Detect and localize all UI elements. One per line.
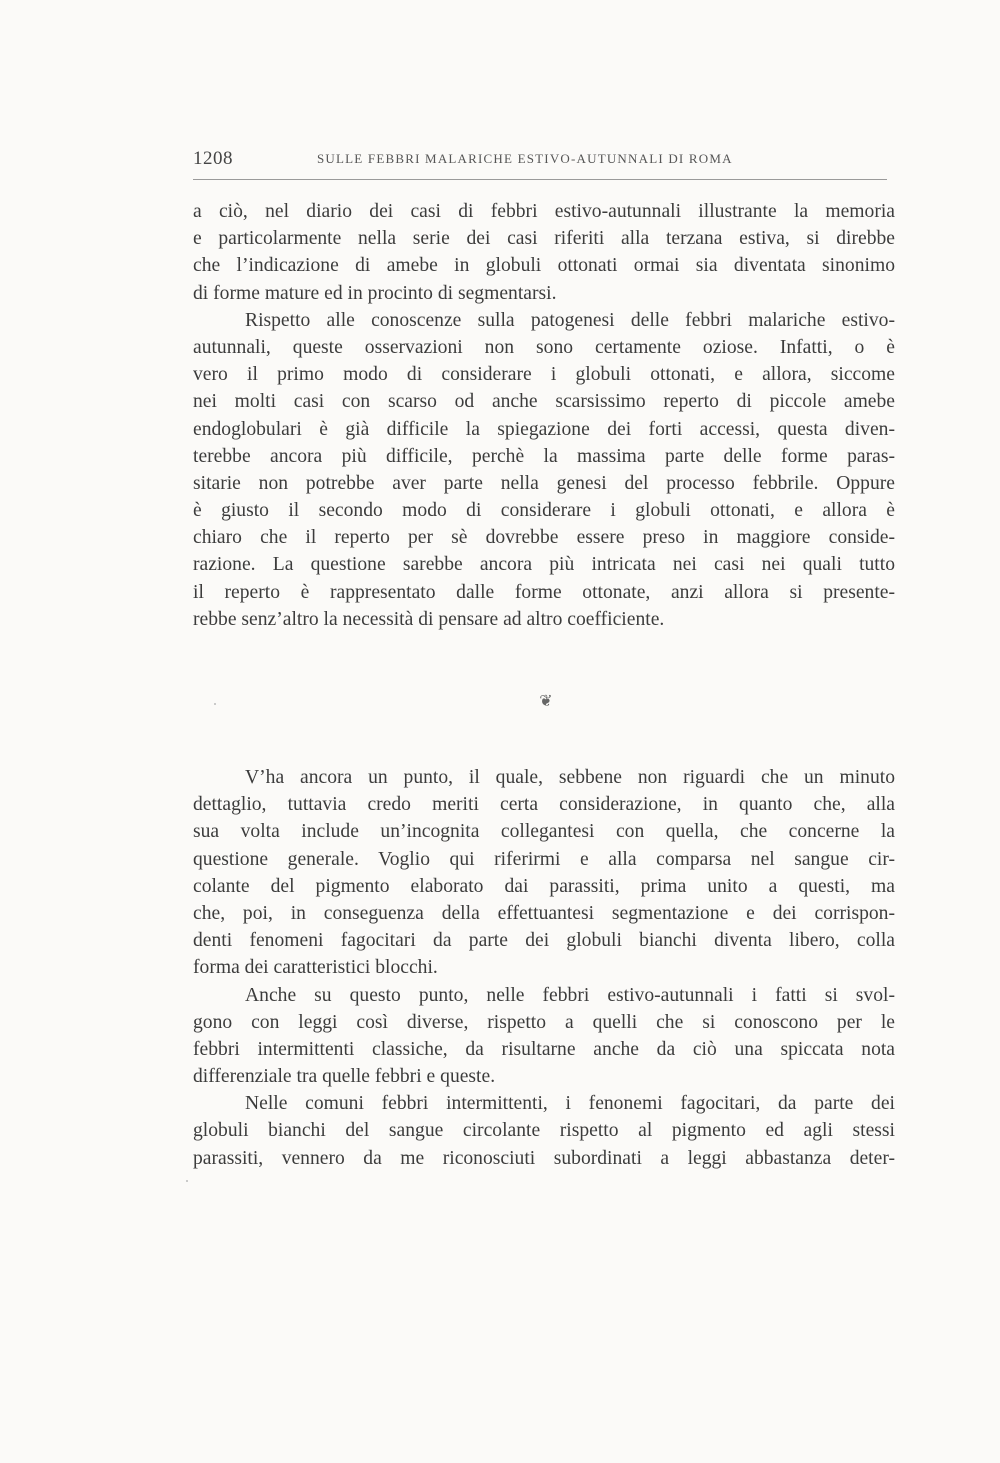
text-line: sitarie non potrebbe aver parte nella genesi del processo febbrile. Oppure <box>193 472 895 494</box>
paragraph-start-line: Rispetto alle conoscenze sulla patogenesi delle febbri malariche estivo- <box>245 309 895 331</box>
text-line: colante del pigmento elaborato dai parassiti, prima unito a questi, ma <box>193 875 895 897</box>
text-line: febbri intermittenti classiche, da risultarne anche da ciò una spiccata nota <box>193 1038 895 1060</box>
paragraph-start-line: Nelle comuni febbri intermittenti, i fenonemi fagocitari, da parte dei <box>245 1093 895 1115</box>
text-line: che l’indicazione di amebe in globuli ottonati ormai sia diventata sinonimo <box>193 255 895 277</box>
text-block-upper <box>193 198 895 633</box>
text-block-lower <box>193 764 895 1172</box>
running-head <box>193 148 887 180</box>
text-line: chiaro che il reperto per sè dovrebbe essere preso in maggiore conside- <box>193 527 895 549</box>
running-title: SULLE FEBBRI MALARICHE ESTIVO-AUTUNNALI DI ROMA <box>317 151 733 166</box>
page-number: 1208 <box>193 148 233 169</box>
text-line: questione generale. Voglio qui riferirmi e alla comparsa nel sangue cir- <box>193 848 895 870</box>
text-line: endoglobulari è già difficile la spiegazione dei forti accessi, questa diven- <box>193 418 895 440</box>
text-line: il reperto è rappresentato dalle forme ottonate, anzi allora si presente- <box>193 581 895 603</box>
paragraph-start-line: Anche su questo punto, nelle febbri estivo-autunnali i fatti si svol- <box>245 984 895 1006</box>
text-line: a ciò, nel diario dei casi di febbri estivo-autunnali illustrante la memoria <box>193 201 895 222</box>
text-line: terebbe ancora più difficile, perchè la massima parte delle forme paras- <box>193 445 895 467</box>
section-ornament-icon: ❦ <box>539 693 553 710</box>
text-line: forma dei caratteristici blocchi. <box>193 957 438 979</box>
header-rule <box>193 179 887 180</box>
text-line: vero il primo modo di considerare i globuli ottonati, e allora, siccome <box>193 364 895 386</box>
paragraph-start-line: V’ha ancora un punto, il quale, sebbene non riguardi che un minuto <box>245 767 895 788</box>
text-line: rebbe senz’altro la necessità di pensare ad altro coefficiente. <box>193 608 665 630</box>
text-line: differenziale tra quelle febbri e queste. <box>193 1066 496 1088</box>
text-line: parassiti, vennero da me riconosciuti subordinati a leggi abbastanza deter- <box>193 1147 895 1169</box>
text-line: gono con leggi così diverse, rispetto a quelli che si conoscono per le <box>193 1011 895 1033</box>
text-line: razione. La questione sarebbe ancora più intricata nei casi nei quali tutto <box>193 554 895 576</box>
paper-speck <box>214 703 216 705</box>
text-line: nei molti casi con scarso od anche scarsissimo reperto di piccole amebe <box>193 391 895 413</box>
text-line: che, poi, in conseguenza della effettuantesi segmentazione e dei corrispon- <box>193 902 895 924</box>
text-line: sua volta include un’incognita collegantesi con quella, che concerne la <box>193 821 895 843</box>
text-line: denti fenomeni fagocitari da parte dei globuli bianchi diventa libero, colla <box>193 930 895 952</box>
text-line: globuli bianchi del sangue circolante rispetto al pigmento ed agli stessi <box>193 1120 895 1142</box>
paper-speck <box>186 1180 188 1182</box>
text-line: di forme mature ed in procinto di segmentarsi. <box>193 282 557 304</box>
text-line: autunnali, queste osservazioni non sono certamente oziose. Infatti, o è <box>193 336 895 358</box>
text-line: dettaglio, tuttavia credo meriti certa considerazione, in quanto che, alla <box>193 794 895 816</box>
text-line: e particolarmente nella serie dei casi riferiti alla terzana estiva, si direbbe <box>193 228 895 250</box>
text-line: è giusto il secondo modo di considerare i globuli ottonati, e allora è <box>193 500 895 522</box>
